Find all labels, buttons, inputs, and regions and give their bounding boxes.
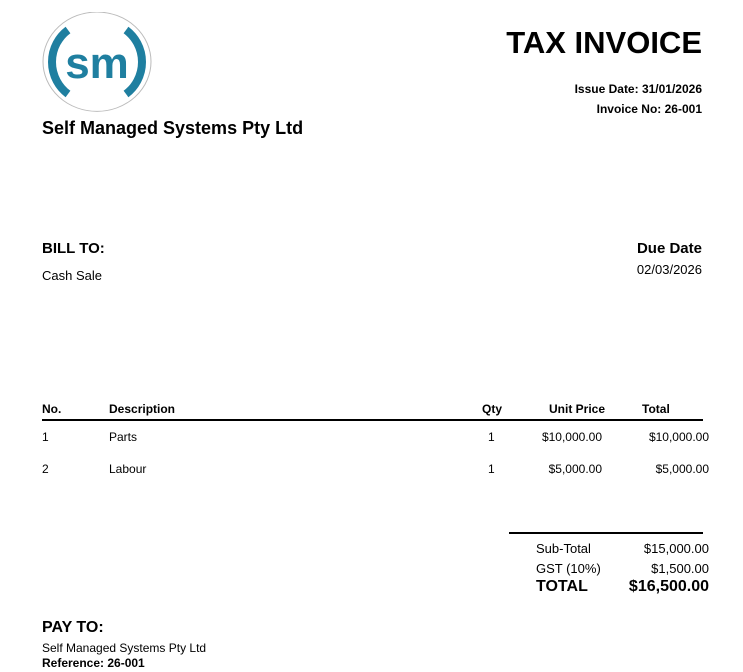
col-description: Description [109,402,176,416]
row-unit-price: $5,000.00 [548,462,602,476]
col-no: No. [42,402,62,416]
totals-divider [509,532,703,534]
subtotal-label: Sub-Total [536,541,591,556]
row-no: 2 [42,462,49,476]
row-unit-price: $10,000.00 [541,430,602,444]
pay-to-reference: Reference: 26-001 [42,656,145,670]
row-total: $10,000.00 [648,430,709,444]
bill-to-value: Cash Sale [42,268,102,283]
total-label: TOTAL [536,578,588,595]
gst-value: $1,500.00 [651,561,709,576]
invoice-title: TAX INVOICE [506,25,702,60]
total-value: $16,500.00 [628,578,709,595]
header-divider [42,419,703,421]
issue-date: Issue Date: 31/01/2026 [574,82,702,96]
company-logo [42,12,152,117]
pay-to-label: PAY TO: [42,619,104,636]
invoice-number: Invoice No: 26-001 [596,102,702,116]
bill-to-label: BILL TO: [42,240,105,257]
pay-to-name: Self Managed Systems Pty Ltd [42,641,207,655]
row-total: $5,000.00 [655,462,709,476]
col-total: Total [642,402,670,416]
row-description: Parts [109,430,138,444]
due-date-value: 02/03/2026 [636,262,702,277]
row-description: Labour [109,462,147,476]
row-qty: 1 [488,430,495,444]
due-date-label: Due Date [636,240,702,257]
gst-label: GST (10%) [536,561,601,576]
row-no: 1 [42,430,49,444]
col-qty: Qty [482,402,503,416]
company-name: Self Managed Systems Pty Ltd [42,118,304,138]
subtotal-value: $15,000.00 [643,541,709,556]
row-qty: 1 [488,462,495,476]
col-unit-price: Unit Price [549,402,606,416]
svg-text:sm: sm [65,39,129,88]
